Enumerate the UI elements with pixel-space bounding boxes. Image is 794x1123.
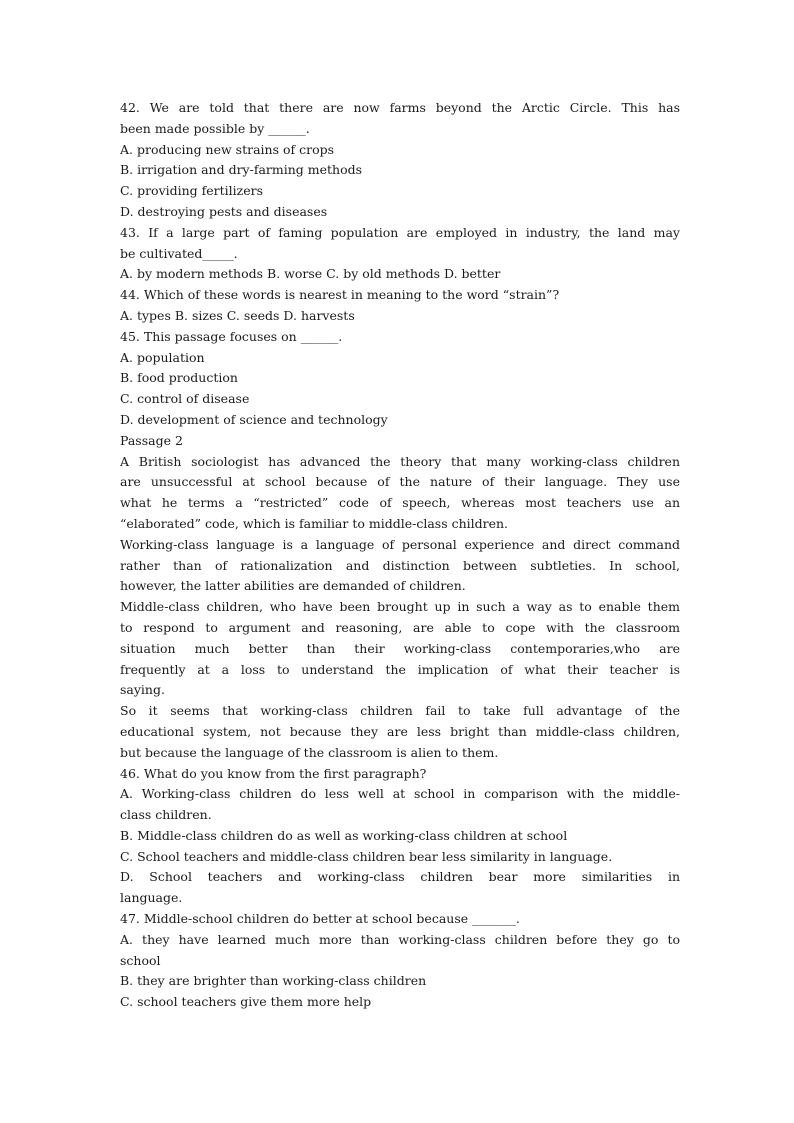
text-line: 47. Middle-school children do better at school because _______.	[120, 911, 520, 927]
text-line: what he terms a “restricted” code of speech, whereas most teachers use an	[120, 495, 680, 511]
text-line: are unsuccessful at school because of the nature of their language. They use	[120, 474, 680, 490]
text-line: C. School teachers and middle-class children bear less similarity in language.	[120, 848, 613, 864]
text-line: A. they have learned much more than working-class children before they go to	[120, 931, 680, 947]
document-page	[120, 98, 680, 1013]
text-line: be cultivated_____.	[120, 245, 238, 261]
text-line: A. by modern methods B. worse C. by old methods D. better	[120, 266, 501, 282]
text-line: saying.	[120, 682, 165, 698]
text-line: A. producing new strains of crops	[120, 141, 335, 157]
text-line: class children.	[120, 807, 212, 823]
text-line: So it seems that working-class children fail to take full advantage of the	[120, 703, 680, 719]
text-line: B. irrigation and dry-farming methods	[120, 162, 363, 178]
text-line: frequently at a loss to understand the implication of what their teacher is	[120, 661, 680, 677]
text-line: C. control of disease	[120, 391, 250, 407]
text-line: situation much better than their working-class contemporaries,who are	[120, 640, 680, 656]
text-line: B. Middle-class children do as well as working-class children at school	[120, 827, 568, 843]
text-line: A. types B. sizes C. seeds D. harvests	[120, 307, 355, 323]
text-line: been made possible by ______.	[120, 120, 310, 136]
text-line: A. population	[120, 349, 205, 365]
text-line: A. Working-class children do less well at school in comparison with the middle-	[120, 786, 680, 802]
text-line: D. development of science and technology	[120, 411, 388, 427]
text-line: “elaborated” code, which is familiar to middle-class children.	[120, 515, 509, 531]
text-line: school	[120, 952, 161, 968]
text-line: however, the latter abilities are demanded of children.	[120, 578, 466, 594]
text-line: 42. We are told that there are now farms beyond the Arctic Circle. This has	[120, 100, 680, 115]
text-line: 45. This passage focuses on ______.	[120, 328, 343, 344]
text-line: educational system, not because they are less bright than middle-class children,	[120, 723, 680, 739]
text-line: to respond to argument and reasoning, are able to cope with the classroom	[120, 619, 680, 635]
text-line: C. providing fertilizers	[120, 183, 264, 199]
text-line: 44. Which of these words is nearest in meaning to the word “strain”?	[120, 287, 560, 303]
text-line: rather than of rationalization and distinction between subtleties. In school,	[120, 557, 680, 573]
text-line: D. School teachers and working-class children bear more similarities in	[120, 869, 680, 885]
text-line: but because the language of the classroom is alien to them.	[120, 744, 499, 760]
text-line: 46. What do you know from the first paragraph?	[120, 765, 427, 781]
text-line: D. destroying pests and diseases	[120, 203, 328, 219]
text-line: B. they are brighter than working-class children	[120, 973, 427, 989]
text-line: Passage 2	[120, 432, 183, 448]
text-line: A British sociologist has advanced the theory that many working-class children	[120, 453, 680, 469]
text-line: Working-class language is a language of personal experience and direct command	[120, 536, 680, 552]
text-line: C. school teachers give them more help	[120, 994, 372, 1010]
text-line: language.	[120, 890, 183, 906]
text-line: 43. If a large part of faming population are employed in industry, the land may	[120, 224, 680, 240]
text-line: B. food production	[120, 370, 238, 386]
text-line: Middle-class children, who have been brought up in such a way as to enable them	[120, 599, 680, 615]
